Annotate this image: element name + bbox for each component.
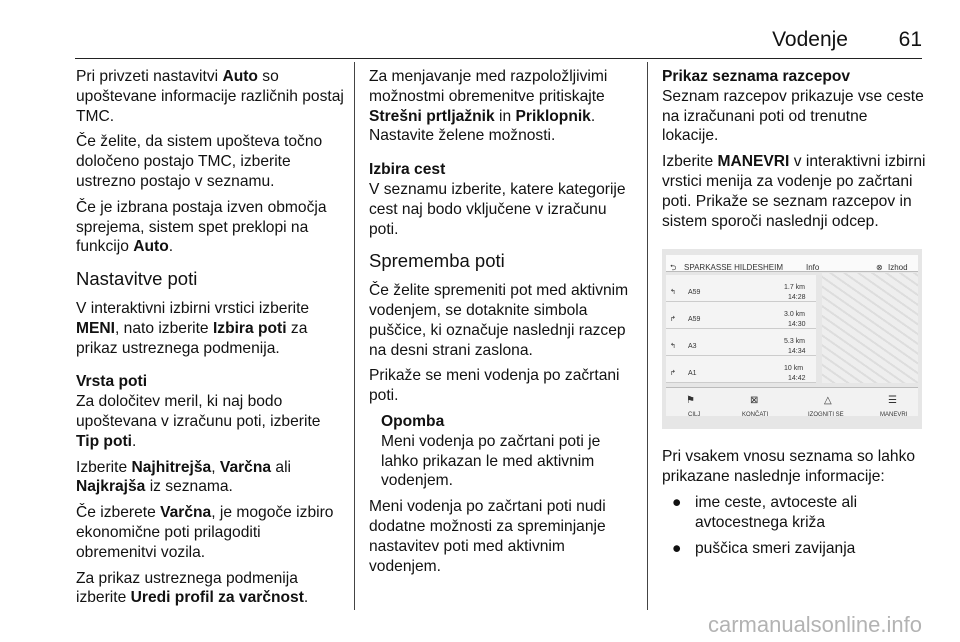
column-1	[76, 67, 344, 614]
list-item: ↰ A3 5.3 km 14:34	[666, 329, 816, 356]
paragraph: Izberite Najhitrejša, Varčna ali Najkrajša iz seznama.	[76, 458, 291, 496]
turn-arrow-icon: ↰	[670, 343, 676, 351]
subheading: Prikaz seznama razcepov	[662, 68, 851, 85]
list-item: ↰ A59 1.7 km 14:28	[666, 275, 816, 302]
bullet-list	[662, 493, 926, 558]
watermark: carmanualsonline.info	[707, 612, 922, 637]
paragraph: Če izberete Varčna, je mogoče izbiro ekonomične poti prilagoditi obremenitvi vozila.	[76, 504, 334, 561]
paragraph: Meni vodenja po začrtani poti nudi dodatne možnosti za spreminjanje nastavitev poti med aktivnim vodenjem.	[369, 498, 606, 575]
page-number: 61	[898, 28, 922, 51]
paragraph: Pri vsakem vnosu seznama so lahko prikazane naslednje informacije:	[662, 448, 916, 486]
list-item: ● puščica smeri zavijanja	[672, 539, 856, 557]
note-text: Meni vodenja po začrtani poti je lahko prikazan le med aktivnim vodenjem.	[381, 432, 601, 490]
paragraph: Za prikaz ustreznega podmenija izberite Uredi profil za varčnost.	[76, 569, 309, 607]
subheading: Vrsta poti	[76, 373, 148, 391]
flag-icon: ⚑	[686, 395, 695, 407]
screen-button-bar: ⚑ CILJ ⊠ KONČATI △ IZOGNITI SE ☰ MANEVRI	[666, 387, 918, 416]
paragraph: Seznam razcepov prikazuje vse ceste na izračunani poti od trenutne lokacije.	[662, 87, 924, 145]
exit-icon: ⊗	[876, 263, 883, 273]
paragraph: Če želite, da sistem upošteva točno določeno postajo TMC, izberite ustrezno postajo v seznamu.	[76, 133, 323, 190]
map-view	[822, 273, 918, 383]
page-title: Vodenje	[772, 28, 848, 51]
column-divider	[354, 62, 355, 610]
list-item: ↱ A59 3.0 km 14:30	[666, 302, 816, 329]
paragraph: Izberite MANEVRI v interaktivni izbirni vrstici menija za vodenje po začrtani poti. Prikaže se seznam razcepov in sistem sporoči naslednji odcep.	[662, 153, 926, 230]
info-tab: Info	[806, 263, 820, 273]
paragraph: Pri privzeti nastavitvi Auto so upoštevane informacije različnih postaj TMC.	[76, 68, 344, 125]
paragraph: Če želite spremeniti pot med aktivnim vodenjem, se dotaknite simbola puščice, ki označuje naslednji razcep na desni strani zaslona.	[369, 282, 629, 359]
turn-arrow-icon: ↰	[670, 289, 676, 297]
maneuver-list	[666, 275, 816, 383]
paragraph: V seznamu izberite, katere kategorije cest naj bodo vključene v izračunu poti.	[369, 180, 626, 238]
maneuver-icon: ☰	[888, 395, 897, 407]
note-heading: Opomba	[381, 412, 445, 430]
bullet-icon: ●	[672, 493, 682, 511]
subheading: Izbira cest	[369, 161, 446, 179]
bullet-icon: ●	[672, 539, 682, 557]
section-heading: Sprememba poti	[369, 250, 505, 272]
stop-icon: ⊠	[750, 395, 759, 407]
turn-arrow-icon: ↱	[670, 370, 676, 378]
paragraph: V interaktivni izbirni vrstici izberite MENI, nato izberite Izbira poti za prikaz ustreznega podmenija.	[76, 299, 310, 357]
screen-illustration	[662, 249, 922, 429]
list-item: ↱ A1 10 km 14:42	[666, 356, 816, 383]
section-heading: Nastavitve poti	[76, 268, 198, 290]
turn-arrow-icon: ↱	[670, 316, 676, 324]
paragraph: Če je izbrana postaja izven območja sprejema, sistem spet preklopi na funkcijo Auto.	[76, 198, 327, 256]
page-header	[0, 28, 960, 50]
note-box	[381, 412, 637, 491]
screen-title: SPARKASSE HILDESHEIM	[684, 263, 783, 273]
detour-icon: △	[824, 395, 832, 407]
exit-label: Izhod	[888, 263, 908, 273]
column-3	[662, 67, 926, 564]
column-2	[369, 67, 637, 582]
screen-title-bar	[666, 255, 918, 272]
header-rule	[75, 58, 922, 59]
back-icon: ⮌	[670, 263, 677, 273]
paragraph: Za menjavanje med razpoložljivimi možnostmi obremenitve pritiskajte Strešni prtljažnik in Priklopnik. Nastavite želene možnosti.	[369, 68, 608, 145]
paragraph: Prikaže se meni vodenja po začrtani poti.	[369, 367, 620, 405]
paragraph: Za določitev meril, ki naj bodo upoštevana v izračunu poti, izberite Tip poti.	[76, 393, 321, 450]
list-item: ● ime ceste, avtoceste ali avtocestnega križa	[672, 493, 858, 531]
column-divider	[647, 62, 648, 610]
